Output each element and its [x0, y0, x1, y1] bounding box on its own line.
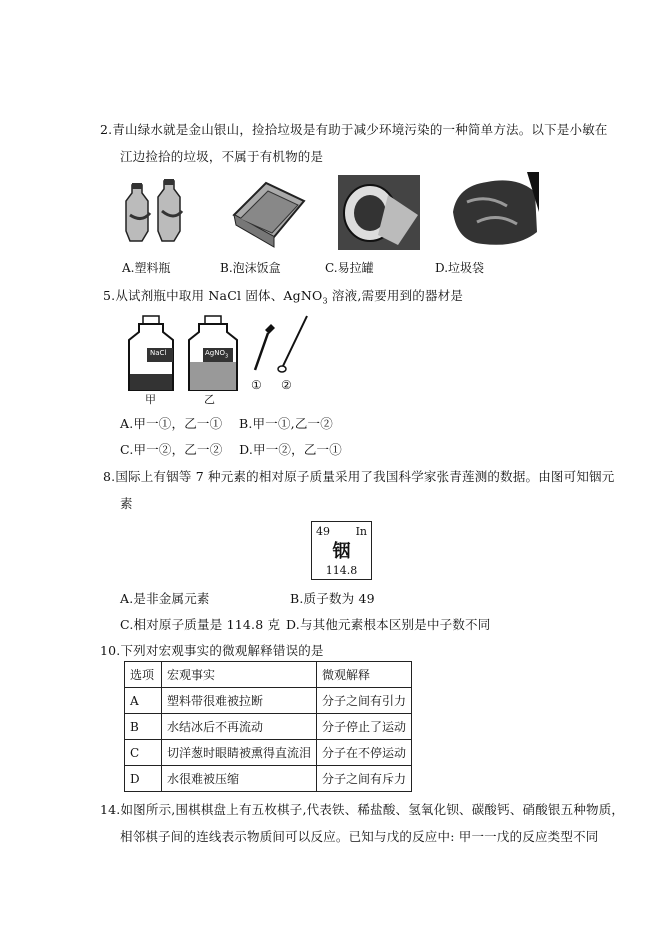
q2-stem-line1: 2.青山绿水就是金山银山，捡拾垃圾是有助于减少环境污染的一种简单方法。以下是小敏在 — [100, 122, 608, 137]
tool1-caption: ① — [251, 378, 262, 392]
bottle2-label-text: AgNO — [205, 349, 225, 357]
garbage-bag-image — [447, 172, 539, 250]
row-option: C — [125, 740, 162, 766]
row-macro-fact: 塑料带很难被拉断 — [162, 688, 317, 714]
element-tile — [311, 521, 372, 580]
header-option: 选项 — [125, 662, 162, 688]
row-option: B — [125, 714, 162, 740]
plastic-bottles-image — [120, 175, 192, 250]
foam-lunchbox-image — [228, 175, 308, 250]
q8-option-c: C.相对原子质量是 114.8 克 — [120, 617, 281, 632]
q2-option-d: D.垃圾袋 — [435, 261, 485, 275]
row-macro-fact: 水结冰后不再流动 — [162, 714, 317, 740]
bottle2-label — [205, 349, 228, 359]
bottle1-caption: 甲 — [145, 393, 156, 406]
header-micro-explanation: 微观解释 — [317, 662, 412, 688]
q14-stem-line1: 14.如图所示,围棋棋盘上有五枚棋子,代表铁、稀盐酸、氢氧化钡、碳酸钙、硝酸银五种物质， — [100, 802, 625, 817]
q5-options-row2: C.甲一②，乙一② D.甲一②，乙一① — [120, 442, 342, 457]
atomic-mass: 114.8 — [325, 564, 358, 577]
q14-stem-line2: 相邻棋子间的连线表示物质间可以反应。已知与戊的反应中: 甲一一戊的反应类型不同 — [120, 829, 599, 844]
tool2-caption: ② — [281, 378, 292, 392]
q10-stem: 10.下列对宏观事实的微观解释错误的是 — [100, 643, 324, 658]
row-option: D — [125, 766, 162, 792]
micro-explanation-table — [124, 661, 412, 792]
q8-option-b: B.质子数为 49 — [290, 591, 375, 606]
row-macro-fact: 水很难被压缩 — [162, 766, 317, 792]
can-image — [338, 175, 420, 250]
bottle2-caption: 乙 — [204, 393, 215, 406]
q8-stem-line2: 素 — [120, 496, 133, 511]
q5-stem-part-a: 5.从试剂瓶中取用 NaCl 固体、AgNO — [103, 288, 323, 303]
row-macro-fact: 切洋葱时眼睛被熏得直流泪 — [162, 740, 317, 766]
atomic-number: 49 — [316, 525, 330, 538]
q5-stem-subscript: 3 — [322, 296, 328, 306]
bottle1-label: NaCl — [150, 349, 167, 357]
q2-option-b: B.泡沫饭盒 — [220, 261, 281, 275]
table-header-row — [125, 662, 412, 688]
table-row — [125, 740, 412, 766]
q2-stem-line2: 江边捡拾的垃圾，不属于有机物的是 — [120, 149, 324, 164]
q8-option-a: A.是非金属元素 — [120, 591, 210, 606]
row-micro-explanation: 分子在不停运动 — [317, 740, 412, 766]
q2-option-c: C.易拉罐 — [325, 261, 374, 275]
q5-stem — [103, 286, 463, 306]
table-row — [125, 688, 412, 714]
header-macro-fact: 宏观事实 — [162, 662, 317, 688]
q2-option-a: A.塑料瓶 — [122, 261, 171, 275]
q8-option-d: D.与其他元素根本区别是中子数不同 — [286, 617, 491, 632]
q8-stem-line1: 8.国际上有铟等 7 种元素的相对原子质量采用了我国科学家张青莲测的数据。由图可知铟元 — [103, 469, 615, 484]
row-micro-explanation: 分子之间有斥力 — [317, 766, 412, 792]
element-name: 铟 — [332, 541, 351, 562]
row-option: A — [125, 688, 162, 714]
table-row — [125, 714, 412, 740]
q5-stem-part-b: 溶液,需要用到的器材是 — [327, 288, 464, 303]
element-symbol: In — [355, 525, 367, 538]
row-micro-explanation: 分子停止了运动 — [317, 714, 412, 740]
row-micro-explanation: 分子之间有引力 — [317, 688, 412, 714]
table-row — [125, 766, 412, 792]
q5-options-row1: A.甲一①，乙一① B.甲一①,乙一② — [120, 416, 333, 431]
bottle2-label-sub: 3 — [224, 353, 229, 360]
